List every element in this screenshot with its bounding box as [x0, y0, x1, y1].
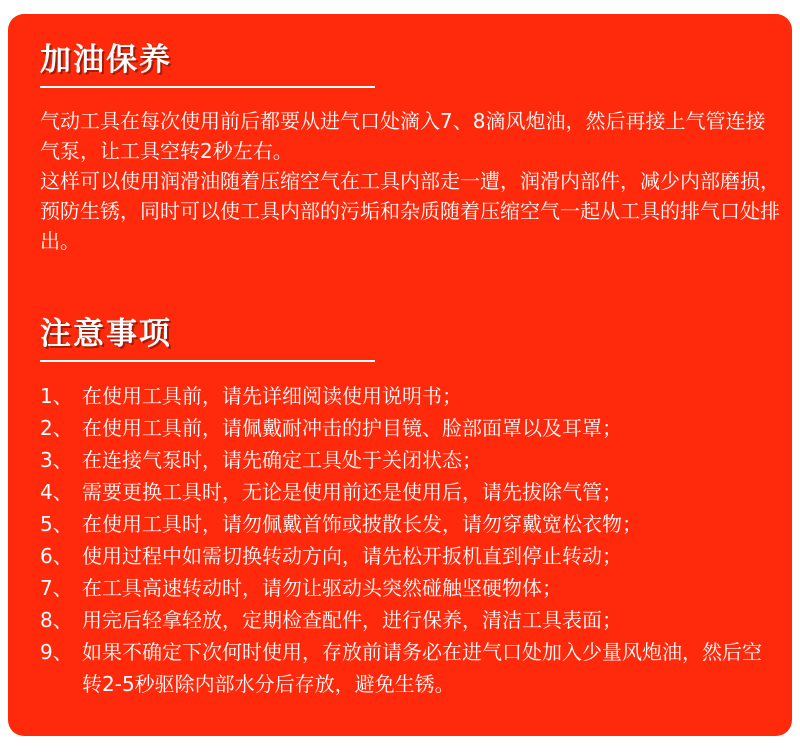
list-item — [40, 540, 780, 572]
list-item-text: 用完后轻拿轻放，定期检查配件，进行保养，清洁工具表面； — [82, 608, 622, 632]
list-item-number: 2、 — [40, 416, 73, 440]
list-item-text: 需要更换工具时，无论是使用前还是使用后，请先拔除气管； — [82, 480, 622, 504]
oiling-paragraph-2: 这样可以使用润滑油随着压缩空气在工具内部走一遭，润滑内部件，减少内部磨损，预防生锈，同时可以使工具内部的污垢和杂质随着压缩空气一起从工具的排气口处排出。 — [40, 169, 780, 253]
list-item-text: 使用过程中如需切换转动方向，请先松开扳机直到停止转动； — [82, 544, 622, 568]
list-item — [40, 508, 780, 540]
list-item — [40, 444, 780, 476]
list-item-number: 8、 — [40, 608, 73, 632]
list-item — [40, 380, 780, 412]
notes-heading: 注意事项 — [40, 316, 172, 352]
list-item-number: 4、 — [40, 480, 73, 504]
list-item-number: 5、 — [40, 512, 73, 536]
list-item-text: 在连接气泵时，请先确定工具处于关闭状态； — [82, 448, 482, 472]
info-card — [8, 14, 792, 736]
notes-list — [40, 380, 780, 700]
list-item — [40, 604, 780, 636]
list-item — [40, 636, 780, 700]
list-item-text: 在使用工具时，请勿佩戴首饰或披散长发，请勿穿戴宽松衣物； — [82, 512, 642, 536]
list-item-text: 如果不确定下次何时使用，存放前请务必在进气口处加入少量风炮油，然后空转2-5秒驱除内部水分后存放，避免生锈。 — [82, 640, 762, 696]
list-item-text: 在工具高速转动时，请勿让驱动头突然碰触坚硬物体； — [82, 576, 562, 600]
list-item-text: 在使用工具前，请佩戴耐冲击的护目镜、脸部面罩以及耳罩； — [82, 416, 622, 440]
oiling-section — [40, 40, 780, 256]
notes-section — [40, 314, 780, 700]
oiling-paragraph-1: 气动工具在每次使用前后都要从进气口处滴入7、8滴风炮油，然后再接上气管连接气泵，让工具空转2秒左右。 — [40, 109, 766, 163]
list-item — [40, 572, 780, 604]
list-item — [40, 412, 780, 444]
oiling-heading-underline — [40, 86, 375, 88]
list-item-number: 9、 — [40, 640, 73, 664]
list-item — [40, 476, 780, 508]
list-item-number: 7、 — [40, 576, 73, 600]
list-item-number: 1、 — [40, 384, 73, 408]
oiling-heading: 加油保养 — [40, 42, 172, 78]
list-item-number: 3、 — [40, 448, 73, 472]
list-item-text: 在使用工具前，请先详细阅读使用说明书； — [82, 384, 462, 408]
notes-heading-underline — [40, 360, 375, 362]
oiling-body — [40, 106, 780, 256]
list-item-number: 6、 — [40, 544, 73, 568]
